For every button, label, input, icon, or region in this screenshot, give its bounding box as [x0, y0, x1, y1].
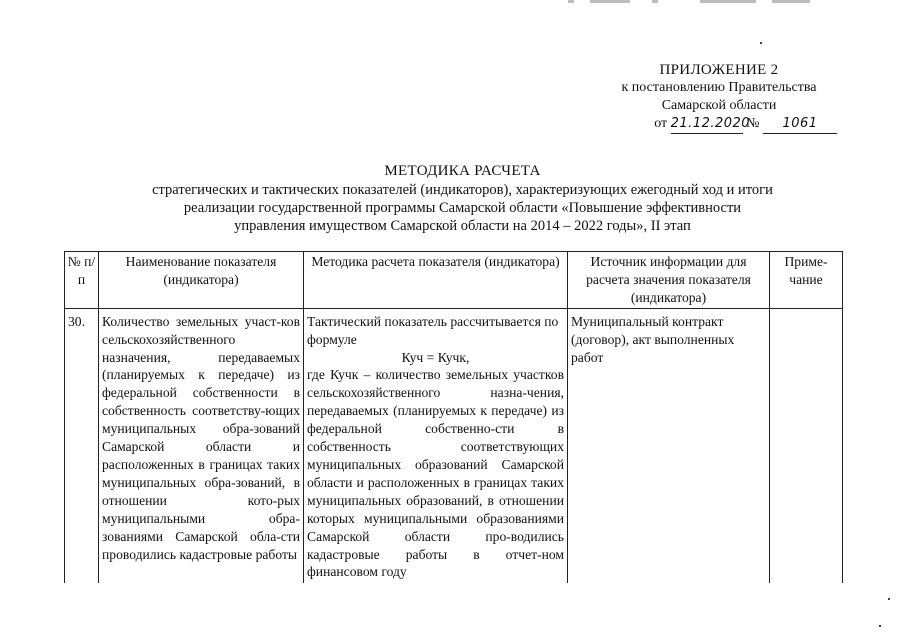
table-header-row: [65, 252, 843, 309]
header-source: Источник информации для расчета значения показателя (индикатора): [568, 252, 770, 309]
scan-speck: [888, 598, 890, 600]
heading-line-1: стратегических и тактических показателей (индикаторов), характеризующих ежегодный ход и итоги: [152, 182, 773, 198]
appendix-line-1: к постановлению Правительства: [621, 80, 817, 95]
method-formula: Куч = Кучк,: [401, 349, 470, 365]
handwritten-number: 1061: [763, 115, 837, 134]
document-heading: [60, 162, 865, 235]
row-method: [304, 308, 568, 583]
heading-line-3: управления имуществом Самарской области на 2014 – 2022 годы», II этап: [234, 218, 691, 234]
appendix-date-line: [599, 115, 839, 134]
scan-speck: [879, 625, 881, 627]
handwritten-date: 21.12.2020: [671, 115, 743, 134]
table-row: [65, 308, 843, 583]
row-indicator-name: Количество земельных участ-ков сельскохозяйственного назначения, передаваемых (планируемых к передаче) из федеральной собственности в собственность соответству-ющих муниципальных обра-зований Самарской области и расположенных в границах таких муниципальных обра-зований, в отношении кото-рых муниципальными обра-зованиями Самарской обла-сти проводились кадастровые работы: [99, 308, 304, 583]
heading-line-2: реализации государственной программы Самарской области «Повышение эффективности: [183, 200, 742, 216]
method-intro: Тактический показатель рассчитывается по формуле: [307, 313, 559, 347]
methodology-table: [64, 251, 843, 583]
document-title: МЕТОДИКА РАСЧЕТА: [384, 163, 541, 179]
row-source: Муниципальный контракт (договор), акт выполненных работ: [568, 308, 770, 583]
header-note: Приме-чание: [770, 252, 843, 309]
row-note: [770, 308, 843, 583]
appendix-line-2: Самарской области: [661, 98, 777, 113]
date-prefix: от: [654, 116, 668, 131]
header-method: Методика расчета показателя (индикатора): [304, 252, 568, 309]
appendix-title: ПРИЛОЖЕНИЕ 2: [659, 62, 779, 78]
number-label: №: [746, 116, 760, 131]
method-description: где Кучк – количество земельных участков сельскохозяйственного назна-чения, передаваемых (планируемых к передаче) из федеральной собственно-сти в собственность соответствующих муниципальных образований Самарской области и расположенных в границах таких муниципальных образований, в отношении которых муниципальными образованиями Самарской области про-водились кадастровые работы в отчет-ном финансовом году: [307, 367, 564, 580]
scan-edge-artifact: [0, 0, 905, 6]
appendix-block: [599, 61, 839, 134]
header-indicator-name: Наименование показателя (индикатора): [99, 252, 304, 309]
header-number: № п/п: [65, 252, 99, 309]
scan-speck: [760, 42, 762, 44]
row-number: 30.: [65, 308, 99, 583]
